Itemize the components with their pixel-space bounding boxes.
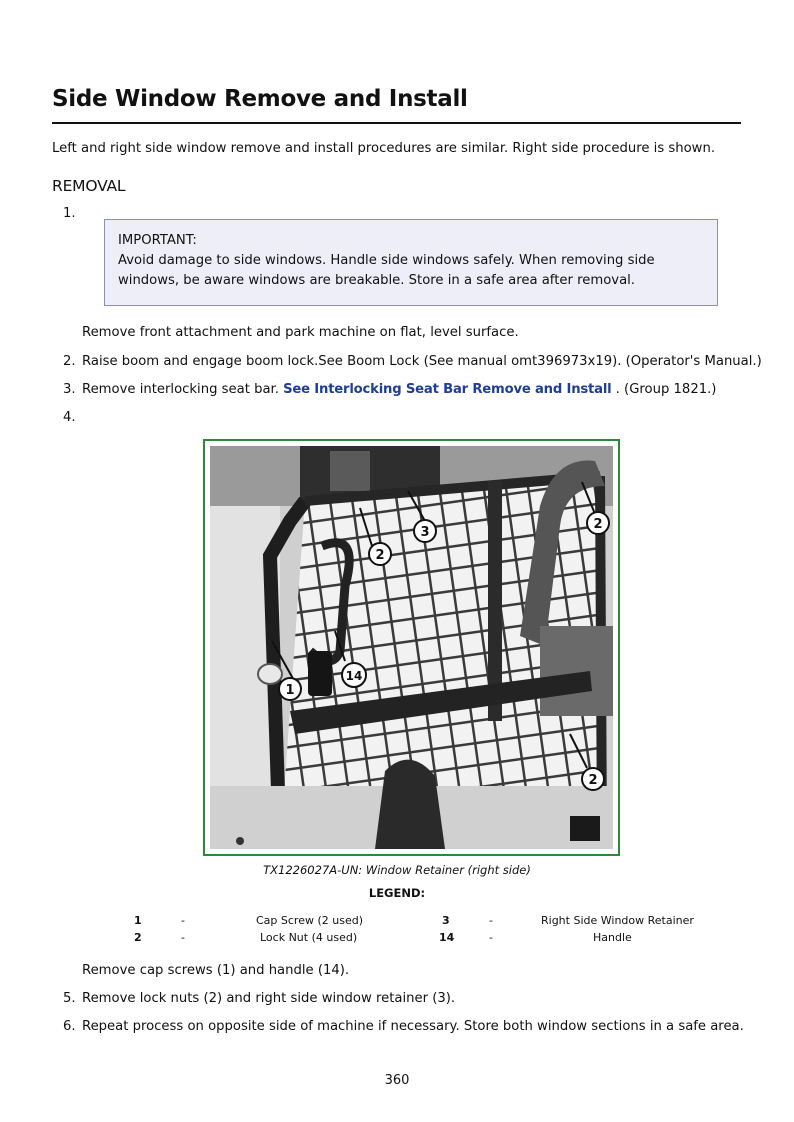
- callout-2-label: 2: [375, 548, 385, 563]
- step-1-text: Remove front attachment and park machine on flat, level surface.: [82, 325, 519, 340]
- step-2-text: Raise boom and engage boom lock.See Boom Lock (See manual omt396973x19). (Operator's Manual.): [82, 354, 762, 369]
- callout-1-label: 1: [285, 683, 295, 698]
- step-3-number: 3.: [63, 382, 76, 397]
- step-3-text-before: Remove interlocking seat bar.: [82, 382, 284, 397]
- step-2-number: 2.: [63, 354, 76, 369]
- step-4-number: 4.: [63, 410, 76, 425]
- step-5-text: Remove lock nuts (2) and right side window retainer (3).: [82, 991, 456, 1006]
- window-retainer-figure: [203, 439, 620, 856]
- legend-label: Lock Nut (4 used): [260, 931, 358, 944]
- seat-bar-procedure-link[interactable]: See Interlocking Seat Bar Remove and Install: [283, 382, 612, 397]
- step-3-text-after: . (Group 1821.): [611, 382, 717, 397]
- legend-dash: -: [181, 931, 185, 944]
- step-4-text: Remove cap screws (1) and handle (14).: [82, 963, 350, 978]
- callout-2-label: 2: [588, 773, 598, 788]
- legend-label: Handle: [593, 931, 632, 944]
- legend-number: 14: [439, 931, 455, 944]
- title-divider: [52, 122, 741, 124]
- step-3-text: [82, 382, 716, 397]
- legend-heading: LEGEND:: [368, 886, 426, 900]
- callout-14-label: 14: [345, 669, 363, 683]
- legend-number: 3: [442, 914, 450, 927]
- window-retainer-photo: [210, 446, 613, 849]
- callout-2-label: 2: [593, 517, 603, 532]
- figure-caption: TX1226027A-UN: Window Retainer (right side): [263, 863, 531, 877]
- legend-number: 1: [134, 914, 142, 927]
- intro-paragraph: Left and right side window remove and install procedures are similar. Right side procedure is shown.: [52, 141, 716, 156]
- legend-label: Cap Screw (2 used): [256, 914, 364, 927]
- step-6-text: Repeat process on opposite side of machine if necessary. Store both window sections in a safe area.: [82, 1019, 744, 1034]
- step-5-number: 5.: [63, 991, 76, 1006]
- legend-dash: -: [181, 914, 185, 927]
- legend-dash: -: [489, 931, 493, 944]
- page-title: Side Window Remove and Install: [52, 86, 468, 112]
- step-1-number: 1.: [63, 206, 76, 221]
- legend-label: Right Side Window Retainer: [541, 914, 694, 927]
- legend-number: 2: [134, 931, 142, 944]
- legend-dash: -: [489, 914, 493, 927]
- important-notice: [104, 219, 718, 306]
- step-6-number: 6.: [63, 1019, 76, 1034]
- notice-heading: IMPORTANT:: [118, 233, 197, 248]
- callout-3-label: 3: [420, 525, 430, 540]
- notice-body: Avoid damage to side windows. Handle side windows safely. When removing side windows, be aware windows are breakable. Store in a safe area after removal.: [118, 253, 655, 288]
- page-number: 360: [384, 1073, 410, 1088]
- section-heading-removal: REMOVAL: [52, 177, 126, 195]
